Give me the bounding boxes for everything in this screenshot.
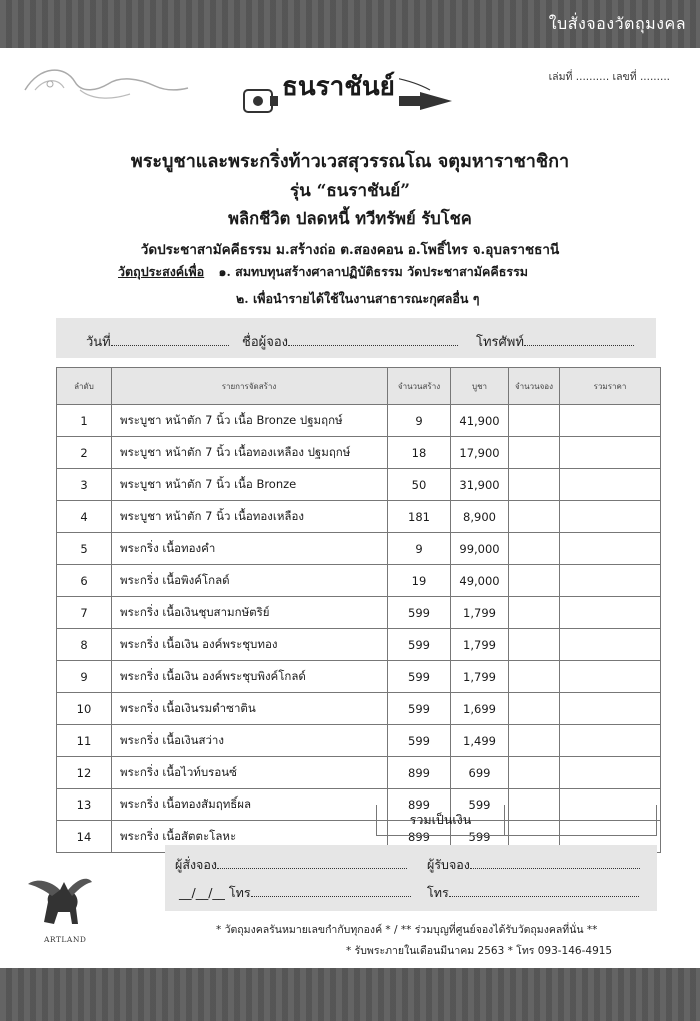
row-item: พระบูชา หน้าตัก 7 นิ้ว เนื้อ Bronze ปฐมฤกษ์ (112, 405, 388, 437)
header-total: รวมราคา (560, 368, 661, 405)
row-total-cell[interactable] (560, 469, 661, 501)
row-total-cell[interactable] (560, 725, 661, 757)
header-price: บูชา (451, 368, 509, 405)
table-row (57, 533, 661, 565)
row-price: 599 (451, 821, 509, 853)
row-quantity: 599 (388, 597, 451, 629)
receiver-phone-field[interactable] (427, 883, 639, 903)
row-number: 2 (57, 437, 112, 469)
purpose-item-1: ๑. สมทบทุนสร้างศาลาปฏิบัติธรรม วัดประชาสามัคคีธรรม (218, 264, 529, 279)
row-booked-cell[interactable] (509, 693, 560, 725)
table-row (57, 501, 661, 533)
row-booked-cell[interactable] (509, 629, 560, 661)
row-booked-cell[interactable] (509, 533, 560, 565)
purpose (118, 262, 528, 282)
artland-brand: ARTLAND (44, 935, 87, 944)
row-price: 1,799 (451, 629, 509, 661)
total-row (376, 805, 657, 836)
footer-note-1: * วัตถุมงคลรันหมายเลขกำกับทุกองค์ * / ** ร่วมบุญที่ศูนย์จองได้รับวัตถุมงคลที่นั่น ** (216, 924, 598, 936)
phone-label: โทรศัพท์ (476, 335, 524, 350)
row-item: พระกริ่ง เนื้อเงินรมดำซาติน (112, 693, 388, 725)
row-total-cell[interactable] (560, 405, 661, 437)
purpose-label: วัตถุประสงค์เพื่อ (118, 264, 205, 279)
logo-text: ธนราชันย์ (278, 66, 399, 107)
orderer-field[interactable] (175, 855, 407, 875)
row-item: พระบูชา หน้าตัก 7 นิ้ว เนื้อ Bronze (112, 469, 388, 501)
row-price: 8,900 (451, 501, 509, 533)
winged-lion-icon (24, 872, 94, 934)
row-item: พระกริ่ง เนื้อเงินสว่าง (112, 725, 388, 757)
receiver-field[interactable] (427, 855, 640, 875)
banner-title: ใบสั่งจองวัตถุมงคล (548, 14, 686, 33)
thai-ornament-icon (20, 60, 190, 110)
purpose-item-2: ๒. เพื่อนำรายได้ใช้ในงานสาธารณะกุศลอื่น ๆ (236, 291, 480, 306)
row-booked-cell[interactable] (509, 501, 560, 533)
top-banner (0, 0, 700, 48)
row-item: พระบูชา หน้าตัก 7 นิ้ว เนื้อทองเหลือง ปฐมฤกษ์ (112, 437, 388, 469)
row-total-cell[interactable] (560, 661, 661, 693)
row-quantity: 181 (388, 501, 451, 533)
table-row (57, 693, 661, 725)
total-value-cell[interactable] (505, 805, 656, 835)
row-booked-cell[interactable] (509, 469, 560, 501)
row-item: พระกริ่ง เนื้อสัตตะโลหะ (112, 821, 388, 853)
row-price: 17,900 (451, 437, 509, 469)
orderer-phone-label: โทร (228, 885, 251, 900)
table-row (57, 661, 661, 693)
row-item: พระกริ่ง เนื้อเงินชุบสามกษัตริย์ (112, 597, 388, 629)
bottom-banner (0, 968, 700, 1021)
row-price: 31,900 (451, 469, 509, 501)
date-label: วันที่ (86, 335, 111, 350)
row-number: 13 (57, 789, 112, 821)
header-no: ลำดับ (57, 368, 112, 405)
title-line-2: รุ่น “ธนราชันย์” (289, 181, 411, 201)
row-quantity: 599 (388, 661, 451, 693)
row-number: 14 (57, 821, 112, 853)
row-number: 11 (57, 725, 112, 757)
row-quantity: 9 (388, 533, 451, 565)
name-label: ชื่อผู้จอง (242, 335, 289, 350)
table-row (57, 437, 661, 469)
row-number: 10 (57, 693, 112, 725)
row-number: 4 (57, 501, 112, 533)
total-label: รวมเป็นเงิน (377, 805, 505, 835)
row-number: 9 (57, 661, 112, 693)
row-quantity: 18 (388, 437, 451, 469)
date-field[interactable] (86, 331, 229, 352)
order-table (56, 367, 661, 853)
row-quantity: 9 (388, 405, 451, 437)
row-booked-cell[interactable] (509, 661, 560, 693)
row-total-cell[interactable] (560, 437, 661, 469)
row-quantity: 899 (388, 757, 451, 789)
table-row (57, 725, 661, 757)
row-booked-cell[interactable] (509, 437, 560, 469)
table-row (57, 565, 661, 597)
table-header-row (57, 368, 661, 405)
logo (240, 66, 460, 142)
row-quantity: 599 (388, 629, 451, 661)
header-booked: จำนวนจอง (509, 368, 560, 405)
row-total-cell[interactable] (560, 597, 661, 629)
row-price: 1,699 (451, 693, 509, 725)
header-item: รายการจัดสร้าง (112, 368, 388, 405)
row-booked-cell[interactable] (509, 597, 560, 629)
order-date-placeholder: __/__/__ (179, 885, 225, 900)
receiver-label: ผู้รับจอง (427, 857, 470, 872)
row-price: 599 (451, 789, 509, 821)
temple-address: วัดประชาสามัคคีธรรม ม.สร้างถ่อ ต.สองคอน อ.โพธิ์ไทร จ.อุบลราชธานี (140, 242, 560, 258)
row-booked-cell[interactable] (509, 565, 560, 597)
row-quantity: 599 (388, 693, 451, 725)
row-total-cell[interactable] (560, 501, 661, 533)
book-number: เล่มที่ .......... เลขที่ ......... (548, 71, 670, 83)
name-field[interactable] (242, 331, 458, 352)
row-number: 3 (57, 469, 112, 501)
row-quantity: 19 (388, 565, 451, 597)
row-item: พระบูชา หน้าตัก 7 นิ้ว เนื้อทองเหลือง (112, 501, 388, 533)
row-price: 49,000 (451, 565, 509, 597)
row-number: 7 (57, 597, 112, 629)
table-row (57, 405, 661, 437)
orderer-label: ผู้สั่งจอง (175, 857, 217, 872)
row-total-cell[interactable] (560, 629, 661, 661)
footer-note-2: * รับพระภายในเดือนมีนาคม 2563 * โทร 093-146-4915 (346, 945, 613, 957)
row-total-cell[interactable] (560, 693, 661, 725)
table-row (57, 469, 661, 501)
signature-box (165, 845, 657, 911)
phone-field[interactable] (476, 331, 634, 352)
row-item: พระกริ่ง เนื้อทองคำ (112, 533, 388, 565)
row-booked-cell[interactable] (509, 757, 560, 789)
row-booked-cell[interactable] (509, 725, 560, 757)
row-item: พระกริ่ง เนื้อพิงค์โกลด์ (112, 565, 388, 597)
row-quantity: 599 (388, 725, 451, 757)
row-number: 12 (57, 757, 112, 789)
row-quantity: 50 (388, 469, 451, 501)
row-number: 8 (57, 629, 112, 661)
row-quantity: 899 (388, 789, 451, 821)
row-total-cell[interactable] (560, 757, 661, 789)
row-number: 6 (57, 565, 112, 597)
row-price: 1,499 (451, 725, 509, 757)
table-row (57, 757, 661, 789)
header-qty: จำนวนสร้าง (388, 368, 451, 405)
row-booked-cell[interactable] (509, 405, 560, 437)
order-info-bar (56, 318, 656, 358)
row-item: พระกริ่ง เนื้อเงิน องค์พระชุบพิงค์โกลด์ (112, 661, 388, 693)
receiver-phone-label: โทร (427, 885, 449, 900)
row-price: 1,799 (451, 597, 509, 629)
table-row (57, 597, 661, 629)
row-item: พระกริ่ง เนื้อเงิน องค์พระชุบทอง (112, 629, 388, 661)
row-price: 1,799 (451, 661, 509, 693)
title-line-1: พระบูชาและพระกริ่งท้าวเวสสุวรรณโณ จตุมหาราชาชิกา (130, 151, 570, 172)
row-number: 1 (57, 405, 112, 437)
row-total-cell[interactable] (560, 533, 661, 565)
row-item: พระกริ่ง เนื้อไวท์บรอนซ์ (112, 757, 388, 789)
title-line-3: พลิกชีวิต ปลดหนี้ ทวีทรัพย์ รับโชค (228, 209, 472, 228)
row-number: 5 (57, 533, 112, 565)
row-quantity: 899 (388, 821, 451, 853)
row-price: 41,900 (451, 405, 509, 437)
row-price: 699 (451, 757, 509, 789)
row-item: พระกริ่ง เนื้อทองสัมฤทธิ์ผล (112, 789, 388, 821)
row-price: 99,000 (451, 533, 509, 565)
row-total-cell[interactable] (560, 565, 661, 597)
table-row (57, 629, 661, 661)
order-date-field[interactable] (179, 883, 411, 903)
